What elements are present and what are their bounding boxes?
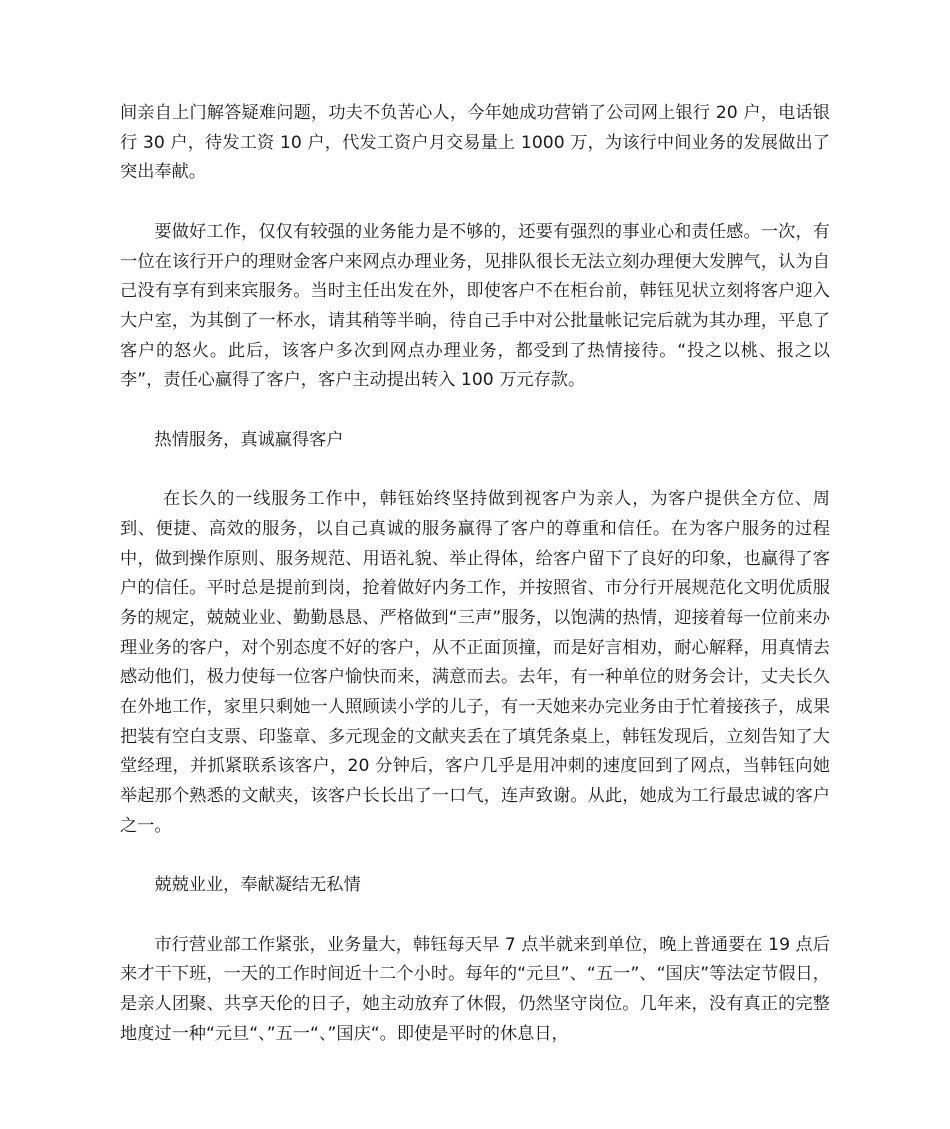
paragraph-continuation: 间亲自上门解答疑难问题，功夫不负苦心人，今年她成功营销了公司网上银行 20 户，电话银行 30 户，待发工资 10 户，代发工资户月交易量上 1000 万，为该行中间业务的发展做出了突出奉献。 <box>120 103 830 183</box>
paragraph-spacer <box>120 455 830 485</box>
paragraph-spacer <box>120 842 830 872</box>
paragraph-dedication: 市行营业部工作紧张，业务量大，韩钰每天早 7 点半就来到单位，晚上普通要在 19 点后来才干下班，一天的工作时间近十二个小时。每年的“元旦”、“五一”、“国庆”等法定节假日，是亲人团聚、共享天伦的日子，她主动放弃了休假，仍然坚守岗位。几年来，没有真正的完整地度过一种“元旦“、”五一“、”国庆“。即使是平时的休息日， <box>120 934 830 1044</box>
section-heading-dedication: 兢兢业业，奉献凝结无私情 <box>154 875 361 896</box>
paragraph-service: 在长久的一线服务工作中，韩钰始终坚持做到视客户为亲人，为客户提供全方位、周到、便捷、高效的服务，以自己真诚的服务赢得了客户的尊重和信任。在为客户服务的过程中，做到操作原则、服务规范、用语礼貌、举止得体，给客户留下了良好的印象，也赢得了客户的信任。平时总是提前到岗，抢着做好内务工作，并按照省、市分行开展规范化文明优质服务的规定，兢兢业业、勤勤恳恳、严格做到“三声”服务，以饱满的热情，迎接着每一位前来办理业务的客户，对个别态度不好的客户，从不正面顶撞，而是好言相劝，耐心解释，用真情去感动他们，极力使每一位客户愉快而来，满意而去。去年，有一种单位的财务会计，丈夫长久在外地工作，家里只剩她一人照顾读小学的儿子，有一天她来办完业务由于忙着接孩子，成果把装有空白支票、印鉴章、多元现金的文献夹丢在了填凭条桌上，韩钰发现后，立刻告知了大堂经理，并抓紧联系该客户，20 分钟后，客户几乎是用冲刺的速度回到了网点，当韩钰向她举起那个熟悉的文献夹，该客户长长出了一口气，连声致谢。从此，她成为工行最忠诚的客户之一。 <box>120 489 830 836</box>
paragraph-spacer <box>120 901 830 931</box>
section-heading-service: 热情服务，真诚赢得客户 <box>154 429 344 450</box>
paragraph-spacer <box>120 396 830 426</box>
paragraph-responsibility: 要做好工作，仅仅有较强的业务能力是不够的，还要有强烈的事业心和责任感。一次，有一位在该行开户的理财金客户来网点办理业务，见排队很长无法立刻办理便大发脾气，认为自己没有享有到来宾服务。当时主任出发在外，即使客户不在柜台前，韩钰见状立刻将客户迎入大户室，为其倒了一杯水，请其稍等半晌，待自己手中对公批量帐记完后就为其办理，平息了客户的怒火。此后，该客户多次到网点办理业务，都受到了热情接待。“投之以桃、报之以李”，责任心赢得了客户，客户主动提出转入 100 万元存款。 <box>120 221 830 391</box>
paragraph-spacer <box>120 188 830 218</box>
